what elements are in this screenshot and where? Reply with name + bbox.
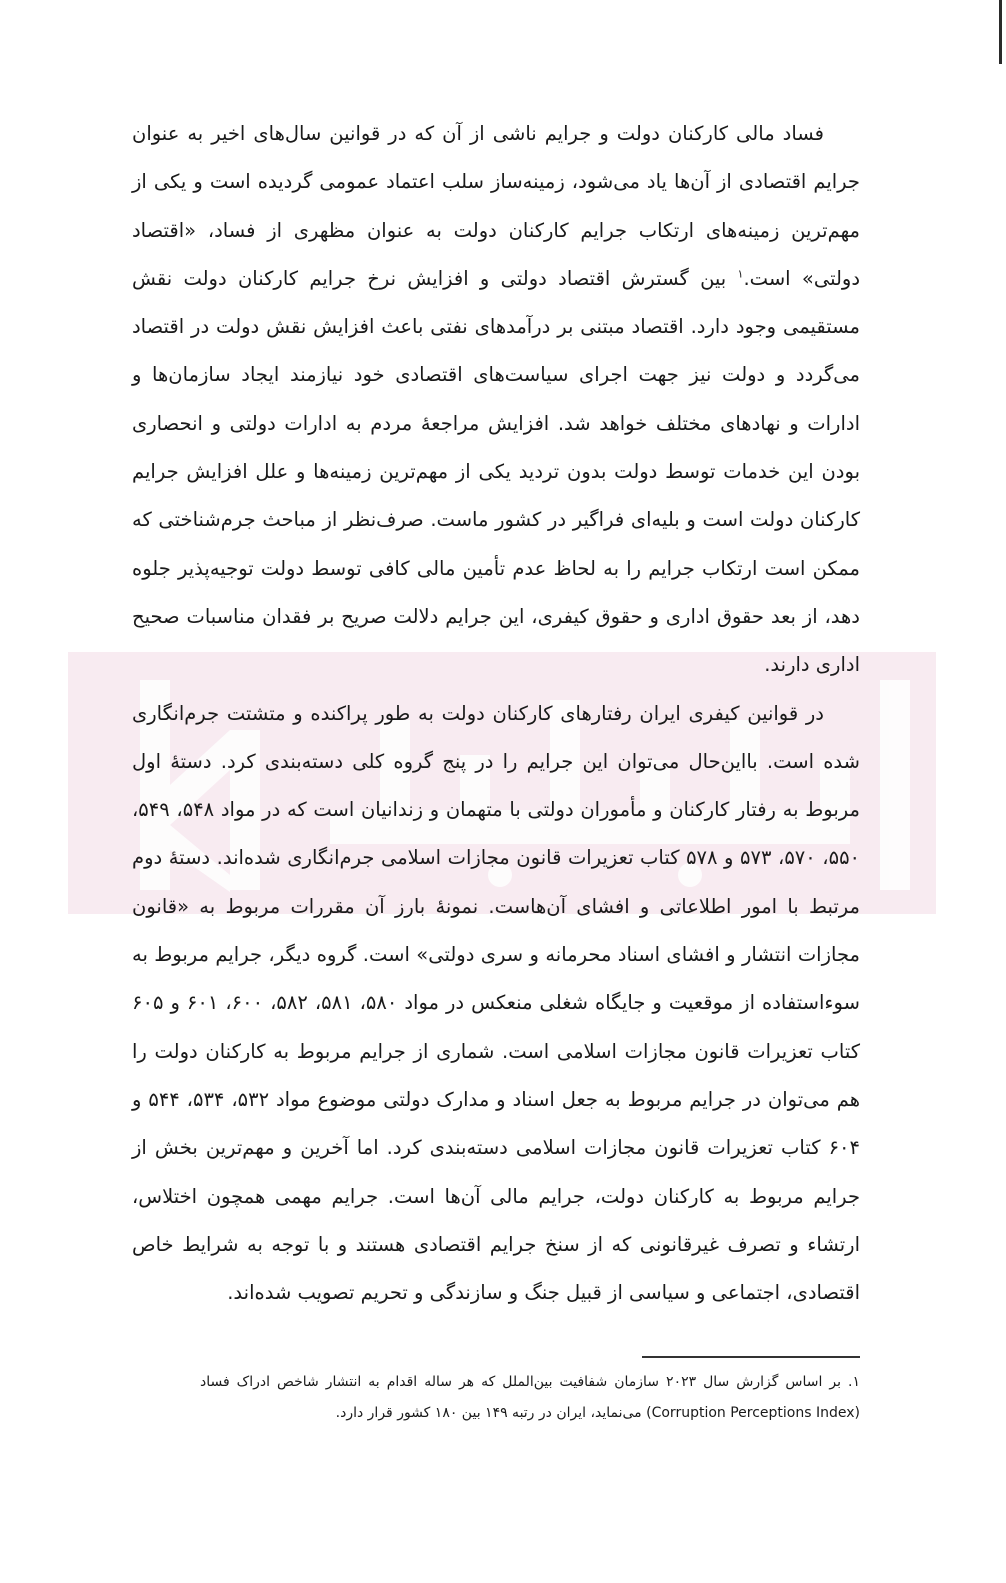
paragraph-1 [132,110,860,690]
footnote [200,1367,860,1429]
main-text [132,110,860,1317]
paragraph-1-text: فساد مالی کارکنان دولت و جرایم ناشی از آن که در قوانین سال‌های اخیر به عنوان جرایم اقتصادی از آن‌ها یاد می‌شود، زمینه‌ساز سلب اعتماد عمومی گردیده است و یکی از مهم‌ترین زمینه‌های ارتکاب جرایم کارکنان دولت به عنوان مظهری از فساد، «اقتصاد دولتی» است. [132,122,860,290]
paragraph-1-continuation: بین گسترش اقتصاد دولتی و افزایش نرخ جرایم کارکنان دولت نقش مستقیمی وجود دارد. اقتصاد مبتنی بر درآمدهای نفتی باعث افزایش نقش دولت در اقتصاد می‌گردد و دولت نیز جهت اجرای سیاست‌های اقتصادی خود نیازمند ایجاد سازمان‌ها و ادارات و نهادهای مختلف خواهد شد. افزایش مراجعهٔ مردم به ادارات دولتی و انحصاری بودن این خدمات توسط دولت بدون تردید یکی از مهم‌ترین زمینه‌ها و علل افزایش جرایم کارکنان دولت است و بلیه‌ای فراگیر در کشور ماست. صرف‌نظر از مباحث جرم‌شناختی که ممکن است ارتکاب جرایم را به لحاظ عدم تأمین مالی کافی توسط دولت توجیه‌پذیر جلوه دهد، از بعد حقوق اداری و حقوق کیفری، این جرایم دلالت صریح بر فقدان مناسبات صحیح اداری دارند. [132,266,860,677]
paragraph-2: در قوانین کیفری ایران رفتارهای کارکنان دولت به طور پراکنده و متشتت جرم‌انگاری شده است. بااین‌حال می‌توان این جرایم را در پنج گروه کلی دسته‌بندی کرد. دستهٔ اول مربوط به رفتار کارکنان و مأموران دولتی با متهمان و زندانیان است که در مواد ۵۴۸، ۵۴۹، ۵۵۰، ۵۷۰، ۵۷۳ و ۵۷۸ کتاب تعزیرات قانون مجازات اسلامی جرم‌انگاری شده‌اند. دستهٔ دوم مرتبط با امور اطلاعاتی و افشای آن‌هاست. نمونهٔ بارز آن مقررات مربوط به «قانون مجازات انتشار و افشای اسناد محرمانه و سری دولتی» است. گروه دیگر، جرایم مربوط به سوءاستفاده از موقعیت و جایگاه شغلی منعکس در مواد ۵۸۰، ۵۸۱، ۵۸۲، ۶۰۰، ۶۰۱ و ۶۰۵ کتاب تعزیرات قانون مجازات اسلامی است. شماری از جرایم مربوط به کارکنان دولت را هم می‌توان در جرایم مربوط به جعل اسناد و مدارک دولتی موضوع مواد ۵۳۲، ۵۳۴، ۵۴۴ و ۶۰۴ کتاب تعزیرات قانون مجازات اسلامی دسته‌بندی کرد. اما آخرین و مهم‌ترین بخش از جرایم مربوط به کارکنان دولت، جرایم مالی آن‌ها است. جرایم مهمی همچون اختلاس، ارتشاء و تصرف غیرقانونی که از سنخ جرایم اقتصادی هستند و با توجه به شرایط خاص اقتصادی، اجتماعی و سیاسی از قبیل جنگ و سازندگی و تحریم تصویب شده‌اند. [132,701,861,1305]
footnote-divider [642,1356,860,1358]
footnote-reference[interactable]: ۱ [737,267,744,281]
footnote-text-end: می‌نماید، ایران در رتبه ۱۴۹ بین ۱۸۰ کشور قرار دارد. [335,1405,642,1421]
page-edge-line [999,0,1002,64]
footnote-text-start: ۱. بر اساس گزارش سال ۲۰۲۳ سازمان شفافیت بین‌الملل که هر ساله اقدام به انتشار شاخص ادراک فساد [200,1374,860,1390]
footnote-index-name: (Corruption Perceptions Index) [646,1405,860,1421]
